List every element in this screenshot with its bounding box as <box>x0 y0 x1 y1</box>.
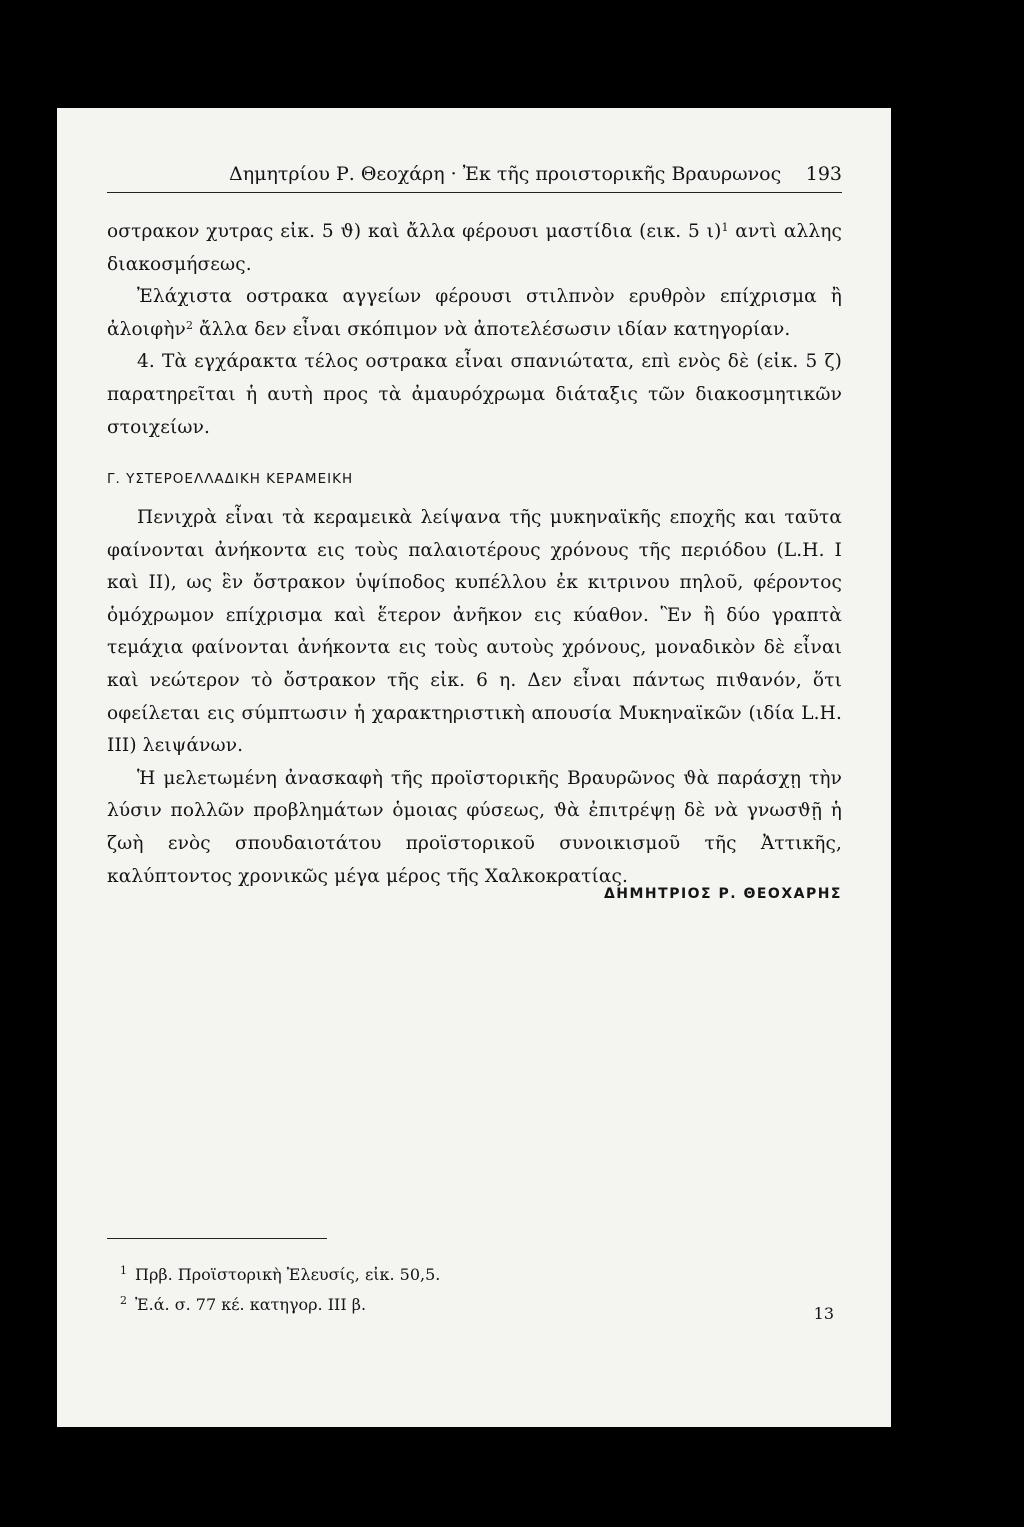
footnotes <box>120 1260 440 1320</box>
section-heading: Γ. ΥΣΤΕΡΟΕΛΛΑΔΙΚΗ ΚΕΡΑΜΕΙΚΗ <box>107 471 354 487</box>
footnote-ref-2: 2 <box>185 318 194 332</box>
body-text-lower <box>107 502 842 893</box>
paragraph-2-text-a: Ἐλάχιστα οστρακα αγγείων φέρουσι στιλπνὸν ερυθρὸν επίχρισμα ἢ ἀλοιφὴν <box>107 286 842 340</box>
footnote-1-mark: 1 <box>120 1264 127 1277</box>
paragraph-1 <box>107 216 842 281</box>
paragraph-1-text-b: αντὶ αλλης διακοσμήσεως. <box>107 221 842 275</box>
running-head <box>107 160 842 188</box>
footnote-2-mark: 2 <box>120 1294 127 1307</box>
author-signature: ΔΗΜΗΤΡΙΟΣ Ρ. ΘΕΟΧΑΡΗΣ <box>603 886 842 902</box>
body-text-upper <box>107 216 842 444</box>
page-number: 193 <box>805 163 842 185</box>
document-page <box>57 108 891 1427</box>
footnote-ref-1: 1 <box>721 221 729 234</box>
running-head-title: Δημητρίου Ρ. Θεοχάρη · Ἐκ τῆς προιστορικῆς Βραυρωνος <box>229 163 782 185</box>
footnote-2 <box>120 1290 440 1320</box>
footnote-1 <box>120 1260 440 1290</box>
paragraph-2-text-b: ἄλλα δεν εἶναι σκόπιμον νὰ ἀποτελέσωσιν ιδίαν κατηγορίαν. <box>193 318 791 340</box>
footnote-1-text: Πρβ. Προϊστορικὴ Ἐλευσίς, εἰκ. 50,5. <box>135 1265 441 1284</box>
paragraph-4: Πενιχρὰ εἶναι τὰ κεραμεικὰ λείψανα τῆς μυκηναϊκῆς εποχῆς και ταῦτα φαίνονται ἀνήκοντα εις τοὺς παλαιοτέρους χρόνους τῆς περιόδου (L.H. I καὶ II), ως ἓν ὄστρακον ὑψίποδος κυπέλλου ἐκ κιτρινου πηλοῦ, φέροντος ὁμόχρωμον επίχρισμα καὶ ἕτερον ἀνῆκον εις κύαθον. Ἓν ἢ δύο γραπτὰ τεμάχια φαίνονται ἀνήκοντα εις τοὺς αυτοὺς χρόνους, μοναδικὸν δὲ εἶναι καὶ νεώτερον τὸ ὄστρακον τῆς εἰκ. 6 η. Δεν εἶναι πάντως πιϑανόν, ὅτι οφείλεται εις σύμπτωσιν ἡ χαρακτηριστικὴ απουσία Μυκηναϊκῶν (ιδία L.H. III) λειψάνων. <box>107 507 842 757</box>
header-rule <box>107 192 842 193</box>
paragraph-2 <box>107 281 842 346</box>
sheet-number: 13 <box>813 1304 834 1323</box>
paragraph-1-text-a: οστρακον χυτρας εἰκ. 5 ϑ) καὶ ἄλλα φέρουσι μαστίδια (εικ. 5 ι) <box>107 221 722 242</box>
paragraph-3: 4. Τὰ εγχάρακτα τέλος οστρακα εἶναι σπανιώτατα, επὶ ενὸς δὲ (εἰκ. 5 ζ) παρατηρεῖται ἡ αυτὴ προς τὰ ἀμαυρόχρωμα διάταξις τῶν διακοσμητικῶν στοιχείων. <box>107 351 842 438</box>
footnote-rule <box>107 1238 327 1239</box>
footnote-2-text: Ἐ.ά. σ. 77 κέ. κατηγορ. III β. <box>135 1295 367 1314</box>
paragraph-5: Ἡ μελετωμένη ἀνασκαφὴ τῆς προϊστορικῆς Βραυρῶνος ϑὰ παράσχῃ τὴν λύσιν πολλῶν προβλημάτων ὁμοιας φύσεως, ϑὰ ἐπιτρέψῃ δὲ νὰ γνωσϑῇ ἡ ζωὴ ενὸς σπουδαιοτάτου προϊστορικοῦ συνοικισμοῦ τῆς Ἀττικῆς, καλύπτοντος χρονικῶς μέγα μέρος τῆς Χαλκοκρατίας. <box>107 767 842 887</box>
